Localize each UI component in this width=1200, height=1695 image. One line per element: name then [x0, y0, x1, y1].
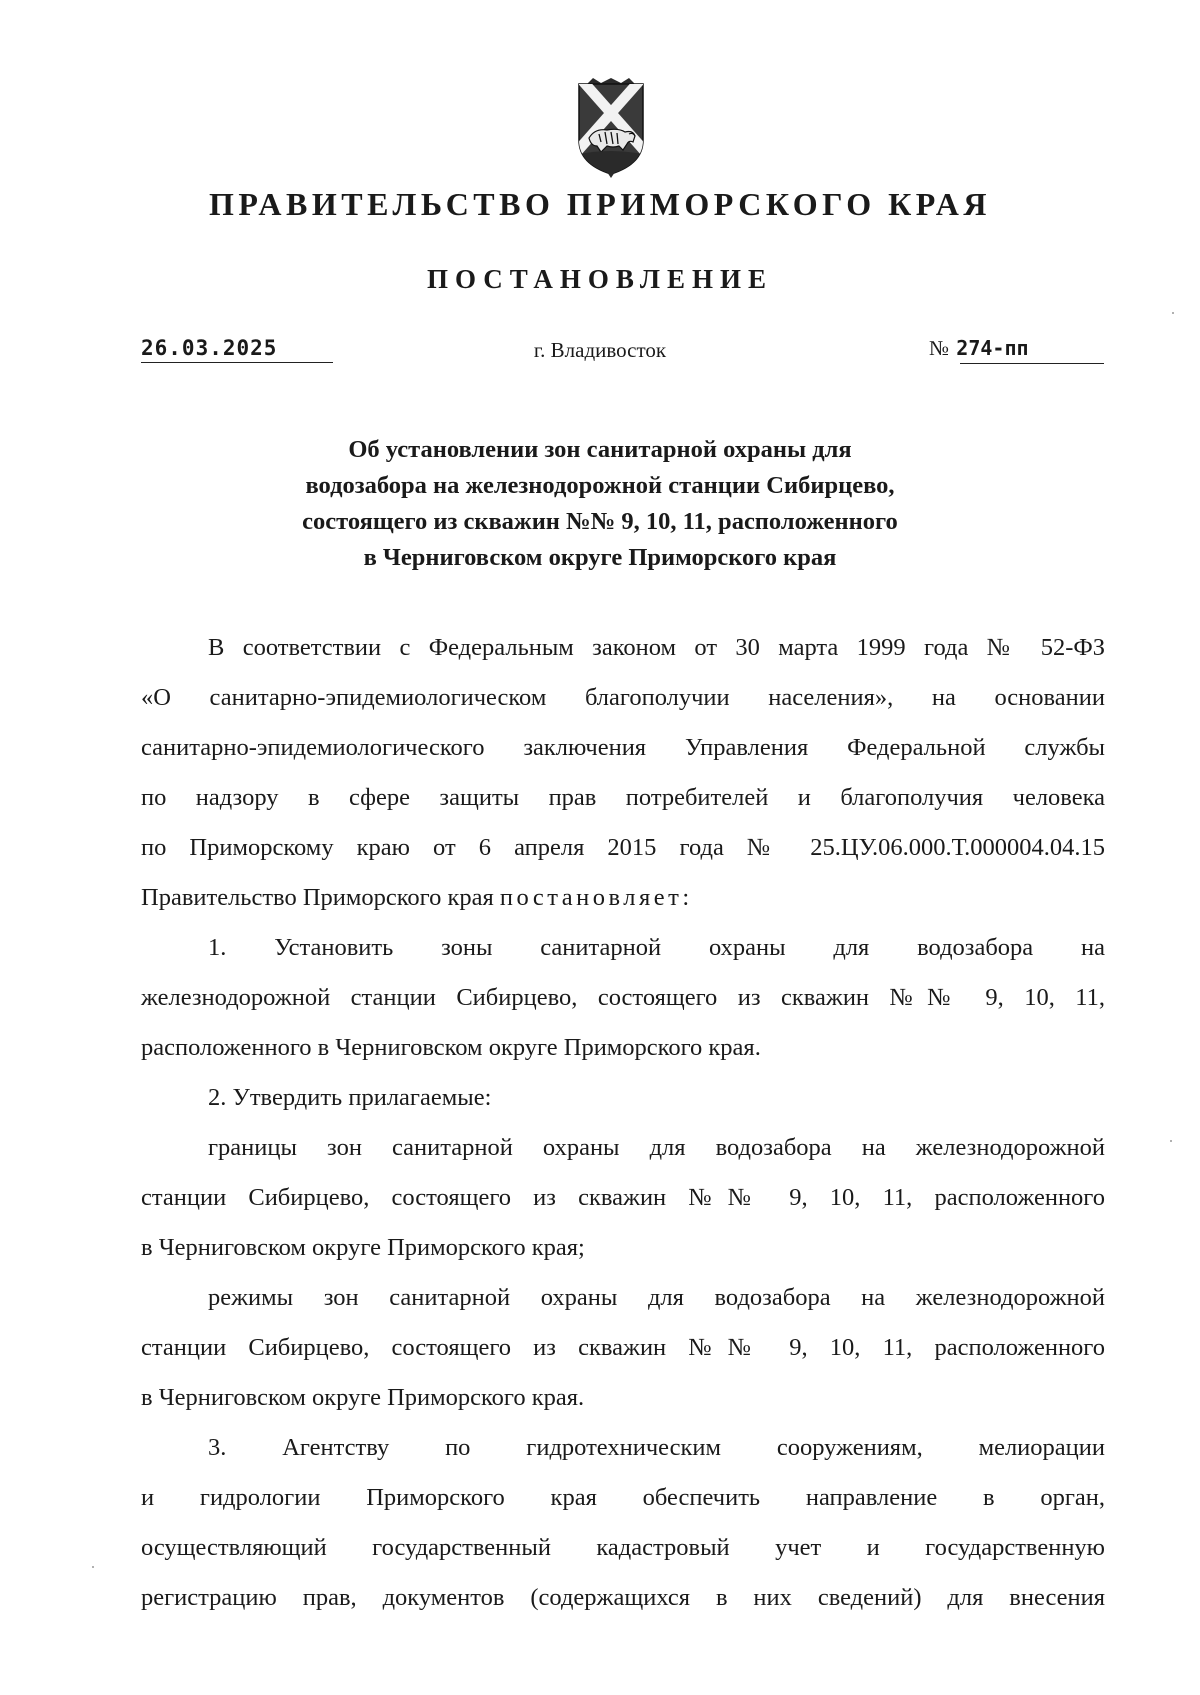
coat-of-arms-emblem: [573, 78, 649, 178]
body-line: «О санитарно-эпидемиологическом благополучии населения», на основании: [141, 684, 1105, 711]
body-line: санитарно-эпидемиологического заключения Управления Федеральной службы: [141, 734, 1105, 761]
body-line: регистрацию прав, документов (содержащихся в них сведений) для внесения: [141, 1584, 1105, 1611]
scan-speck: [1172, 312, 1174, 314]
subject-line: Об установлении зон санитарной охраны для: [348, 436, 852, 463]
body-line: В соответствии с Федеральным законом от 30 марта 1999 года № 52-ФЗ: [208, 634, 1105, 661]
subject-line: состоящего из скважин №№ 9, 10, 11, расположенного: [302, 508, 898, 535]
preamble-end: Правительство Приморского края: [141, 884, 494, 911]
body-line: железнодорожной станции Сибирцево, состоящего из скважин №№ 9, 10, 11,: [141, 984, 1105, 1011]
subject-line: в Черниговском округе Приморского края: [363, 544, 837, 571]
document-subject: [0, 432, 1200, 576]
document-city: г. Владивосток: [533, 338, 667, 362]
number-underline: [960, 363, 1104, 364]
number-sign: №: [929, 336, 950, 360]
body-line: в Черниговском округе Приморского края.: [141, 1384, 585, 1411]
body-line: станции Сибирцево, состоящего из скважин №№ 9, 10, 11, расположенного: [141, 1334, 1105, 1361]
decree-word: постановляет:: [499, 884, 693, 911]
document-type-heading: ПОСТАНОВЛЕНИЕ: [426, 264, 774, 294]
body-line: 2. Утвердить прилагаемые:: [208, 1084, 492, 1111]
scan-speck: [92, 1566, 94, 1568]
body-line: 3. Агентству по гидротехническим сооружениям, мелиорации: [208, 1434, 1105, 1461]
subject-line: водозабора на железнодорожной станции Сибирцево,: [305, 472, 895, 499]
body-line: по Приморскому краю от 6 апреля 2015 года № 25.ЦУ.06.000.Т.000004.04.15: [141, 834, 1105, 861]
body-line: и гидрологии Приморского края обеспечить направление в орган,: [141, 1484, 1105, 1511]
body-line: станции Сибирцево, состоящего из скважин №№ 9, 10, 11, расположенного: [141, 1184, 1105, 1211]
body-line: режимы зон санитарной охраны для водозабора на железнодорожной: [208, 1284, 1105, 1311]
document-body: [141, 623, 1105, 1623]
number-value: 274-пп: [956, 336, 1029, 360]
body-line: расположенного в Черниговском округе Приморского края.: [141, 1034, 761, 1061]
document-number: [929, 335, 1104, 361]
scan-speck: [1170, 1140, 1172, 1142]
body-line: по надзору в сфере защиты прав потребителей и благополучия человека: [141, 784, 1105, 811]
body-line: 1. Установить зоны санитарной охраны для водозабора на: [208, 934, 1105, 961]
body-line: [141, 873, 1105, 923]
document-date: 26.03.2025: [141, 335, 333, 363]
body-line: в Черниговском округе Приморского края;: [141, 1234, 585, 1261]
government-title: ПРАВИТЕЛЬСТВО ПРИМОРСКОГО КРАЯ: [209, 186, 991, 222]
body-line: осуществляющий государственный кадастровый учет и государственную: [141, 1534, 1105, 1561]
body-line: границы зон санитарной охраны для водозабора на железнодорожной: [208, 1134, 1105, 1161]
